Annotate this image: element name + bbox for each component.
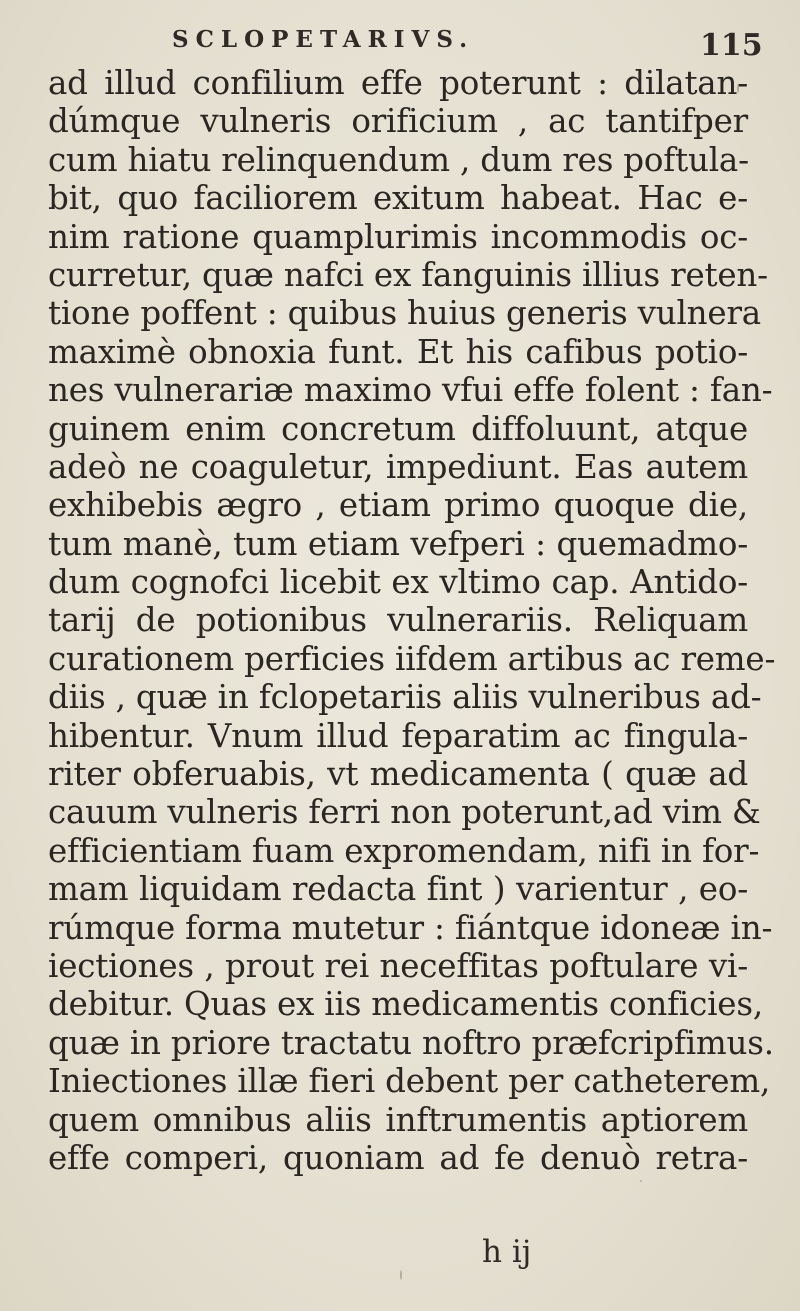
text-line: ad illud confilium effe poterunt : dilatan- [48, 64, 748, 102]
paper-speck [640, 1180, 642, 1182]
text-line: guinem enim concretum diffoluunt, atque [48, 409, 748, 448]
text-line: efficientiam fuam expromendam, nifi in for- [48, 831, 760, 870]
text-line: bit, quo faciliorem exitum habeat. Hac e- [48, 179, 748, 218]
text-line: diis , quæ in fclopetariis aliis vulneribus ad- [48, 678, 762, 717]
paper-speck [400, 1270, 402, 1280]
page-header [0, 22, 800, 66]
text-line: quæ in priore tractatu noftro præfcripfimus. [48, 1023, 774, 1062]
body-text [48, 64, 776, 1177]
text-line: cum hiatu relinquendum , dum res poftula- [48, 140, 749, 179]
text-line: nes vulnerariæ maximo vfui effe folent : fan- [48, 371, 773, 410]
text-line: nim ratione quamplurimis incommodis oc- [48, 217, 748, 256]
text-line: dúmque vulneris orificium , ac tantifper [48, 102, 748, 141]
text-line: iectiones , prout rei neceffitas poftulare vi- [48, 946, 748, 985]
text-line: curretur, quæ nafci ex fanguinis illius reten- [48, 255, 768, 294]
text-line: tione poffent : quibus huius generis vulnera [48, 294, 761, 333]
text-line: Iniectiones illæ fieri debent per catheterem, [48, 1062, 771, 1101]
text-line: debitur. Quas ex iis medicamentis conficies, [48, 985, 763, 1024]
text-line: rúmque forma mutetur : fiántque idoneæ in- [48, 908, 773, 947]
signature-mark: h ij [482, 1234, 532, 1270]
text-line: effe comperi, quoniam ad fe denuò retra- [48, 1138, 748, 1177]
text-line: riter obferuabis, vt medicamenta ( quæ ad [48, 755, 748, 794]
text-line: hibentur. Vnum illud feparatim ac fingula- [48, 716, 748, 755]
text-line: mam liquidam redacta fint ) varientur , eo- [48, 870, 748, 909]
paper-speck [737, 84, 739, 93]
page-number: 115 [700, 28, 763, 63]
text-line: quem omnibus aliis inftrumentis aptiorem [48, 1100, 748, 1139]
text-line: exhibebis ægro , etiam primo quoque die, [48, 486, 748, 525]
text-line: tarij de potionibus vulnerariis. Reliquam [48, 601, 748, 640]
text-line: cauum vulneris ferri non poterunt,ad vim & [48, 793, 761, 832]
text-line: maximè obnoxia funt. Et his cafibus potio- [48, 332, 748, 371]
text-line: tum manè, tum etiam vefperi : quemadmo- [48, 524, 748, 563]
running-head: SCLOPETARIVS. [172, 26, 475, 53]
text-line: adeò ne coaguletur, impediunt. Eas autem [48, 447, 748, 486]
text-line: curationem perficies iifdem artibus ac reme- [48, 639, 776, 678]
text-line: dum cognofci licebit ex vltimo cap. Antido- [48, 563, 748, 602]
